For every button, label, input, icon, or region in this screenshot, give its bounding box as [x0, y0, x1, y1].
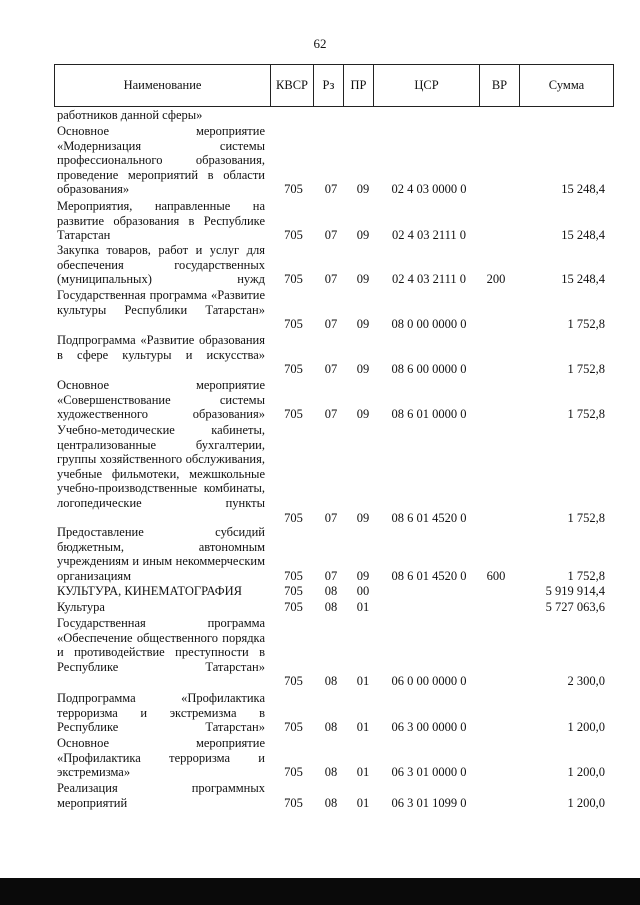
- row-name: Подпрограмма «Развитие образования в сфере культуры и искусства»: [57, 333, 265, 362]
- row-sum: 1 200,0: [567, 765, 605, 780]
- row-kvsr: 705: [284, 568, 303, 583]
- row-name: Основное мероприятие «Совершенствование системы художественного образования»: [57, 378, 265, 422]
- header-sum: Сумма: [548, 78, 585, 92]
- page-number: 62: [313, 36, 327, 51]
- row-sum: 1 200,0: [567, 720, 605, 735]
- row-name: работников данной сферы»: [57, 108, 203, 122]
- row-csr: 08 6 00 0000 0: [391, 362, 467, 377]
- row-pr: 01: [356, 674, 370, 689]
- row-pr: 01: [356, 765, 370, 780]
- row-sum: 1 200,0: [567, 795, 605, 810]
- row-name: Реализация программных мероприятий: [57, 781, 265, 810]
- row-csr: 08 0 00 0000 0: [391, 317, 467, 332]
- row-name: Подпрограмма «Профилактика терроризма и экстремизма в Республике Татарстан»: [57, 691, 265, 735]
- row-pr: 01: [356, 720, 370, 735]
- row-rz: 07: [324, 317, 338, 332]
- row-kvsr: 705: [284, 510, 303, 525]
- row-pr: 09: [356, 182, 370, 197]
- row-pr: 09: [356, 568, 370, 583]
- row-csr: 06 3 01 0000 0: [391, 765, 467, 780]
- row-kvsr: 705: [284, 584, 303, 598]
- row-rz: 07: [324, 228, 338, 243]
- row-name: Культура: [57, 600, 105, 614]
- row-name: Закупка товаров, работ и услуг для обеспечения государственных (муниципальных) нужд: [57, 243, 265, 287]
- row-pr: 00: [356, 584, 370, 598]
- row-sum: 15 248,4: [561, 228, 605, 243]
- row-rz: 07: [324, 407, 338, 422]
- row-pr: 09: [356, 317, 370, 332]
- row-name: Предоставление субсидий бюджетным, автономным учреждениям и иным некоммерческим организациям: [57, 525, 265, 583]
- row-sum: 1 752,8: [567, 407, 605, 422]
- header-pr: ПР: [344, 65, 374, 106]
- row-rz: 08: [324, 674, 338, 689]
- row-vr: 200: [486, 272, 506, 287]
- row-kvsr: 705: [284, 720, 303, 735]
- row-rz: 08: [324, 720, 338, 735]
- row-name: Основное мероприятие «Модернизация системы профессионального образования, проведение мероприятий в области образования»: [57, 124, 265, 197]
- row-sum: 15 248,4: [561, 182, 605, 197]
- row-csr: 06 3 00 0000 0: [391, 720, 467, 735]
- row-pr: 01: [356, 600, 370, 614]
- row-pr: 09: [356, 272, 370, 287]
- row-csr: 06 3 01 1099 0: [391, 795, 467, 810]
- row-rz: 08: [324, 584, 338, 598]
- row-name: Основное мероприятие «Профилактика терроризма и экстремизма»: [57, 736, 265, 780]
- row-csr: 02 4 03 2111 0: [391, 272, 467, 287]
- row-rz: 07: [324, 568, 338, 583]
- row-csr: 08 6 01 0000 0: [391, 407, 467, 422]
- row-kvsr: 705: [284, 272, 303, 287]
- header-kvsr: КВСР: [271, 65, 314, 106]
- header-name: Наименование: [55, 65, 271, 106]
- row-kvsr: 705: [284, 765, 303, 780]
- row-kvsr: 705: [284, 407, 303, 422]
- row-pr: 09: [356, 510, 370, 525]
- header-vr: ВР: [480, 65, 520, 106]
- row-pr: 09: [356, 362, 370, 377]
- row-csr: 02 4 03 0000 0: [391, 182, 467, 197]
- row-name: Мероприятия, направленные на развитие образования в Республике Татарстан: [57, 199, 265, 243]
- row-rz: 08: [324, 765, 338, 780]
- row-sum: 1 752,8: [567, 362, 605, 377]
- row-csr: 08 6 01 4520 0: [391, 568, 467, 583]
- scan-border: [0, 878, 640, 905]
- row-rz: 07: [324, 510, 338, 525]
- row-name: Государственная программа «Обеспечение общественного порядка и противодействие преступности в Республике Татарстан»: [57, 616, 265, 674]
- row-kvsr: 705: [284, 182, 303, 197]
- row-csr: 02 4 03 2111 0: [391, 228, 467, 243]
- row-name: Учебно-методические кабинеты, централизованные бухгалтерии, группы хозяйственного обслуживания, учебные фильмотеки, межшкольные учебно-производственные комбинаты, логопедические пункты: [57, 423, 265, 510]
- row-kvsr: 705: [284, 228, 303, 243]
- row-sum: 5 919 914,4: [545, 584, 605, 598]
- row-vr: 600: [486, 568, 506, 583]
- row-rz: 07: [324, 182, 338, 197]
- row-pr: 09: [356, 228, 370, 243]
- row-sum: 2 300,0: [567, 674, 605, 689]
- row-sum: 1 752,8: [567, 568, 605, 583]
- row-rz: 08: [324, 795, 338, 810]
- row-csr: 06 0 00 0000 0: [391, 674, 467, 689]
- row-sum: 1 752,8: [567, 317, 605, 332]
- header-csr: ЦСР: [374, 65, 480, 106]
- row-pr: 09: [356, 407, 370, 422]
- row-name: Государственная программа «Развитие культуры Республики Татарстан»: [57, 288, 265, 317]
- row-csr: 08 6 01 4520 0: [391, 510, 467, 525]
- row-kvsr: 705: [284, 600, 303, 614]
- header-rz: Рз: [314, 65, 344, 106]
- row-kvsr: 705: [284, 362, 303, 377]
- table-header: [54, 64, 614, 107]
- row-name: КУЛЬТУРА, КИНЕМАТОГРАФИЯ: [57, 584, 242, 598]
- row-rz: 07: [324, 362, 338, 377]
- row-kvsr: 705: [284, 317, 303, 332]
- row-rz: 08: [324, 600, 338, 614]
- row-sum: 1 752,8: [567, 510, 605, 525]
- row-pr: 01: [356, 795, 370, 810]
- row-kvsr: 705: [284, 674, 303, 689]
- row-kvsr: 705: [284, 795, 303, 810]
- row-rz: 07: [324, 272, 338, 287]
- row-sum: 5 727 063,6: [545, 600, 605, 614]
- row-sum: 15 248,4: [561, 272, 605, 287]
